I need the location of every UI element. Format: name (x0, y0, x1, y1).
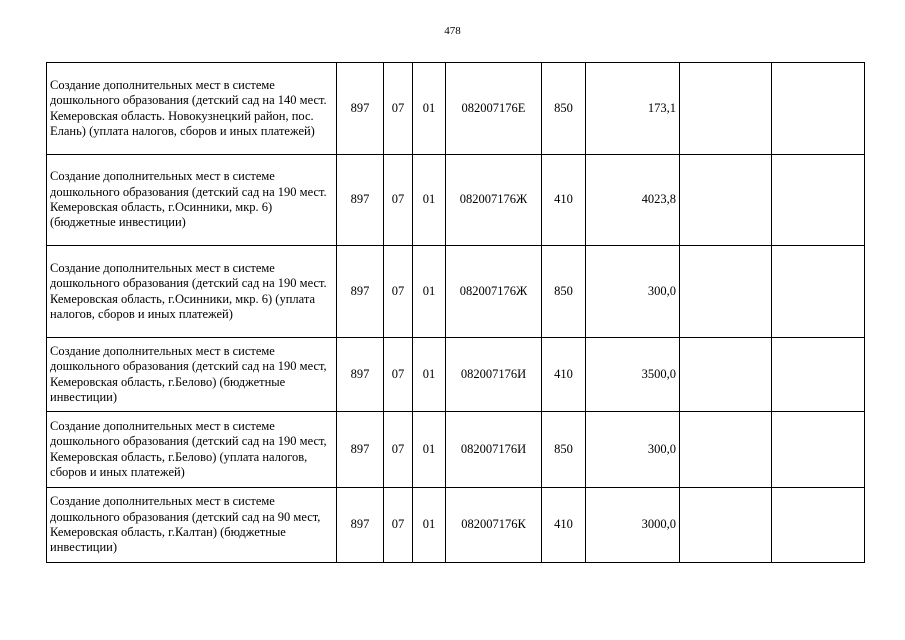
cell-expense-type: 850 (542, 246, 586, 338)
cell-amount: 4023,8 (586, 155, 680, 246)
cell-empty (772, 246, 865, 338)
cell-amount: 300,0 (586, 412, 680, 488)
cell-expense-type: 850 (542, 63, 586, 155)
cell-empty (772, 155, 865, 246)
cell-subsection: 01 (413, 412, 446, 488)
cell-ministry-code: 897 (337, 155, 384, 246)
table-row (47, 338, 865, 412)
budget-table (46, 62, 865, 563)
cell-empty (772, 412, 865, 488)
cell-target-code: 082007176И (446, 412, 542, 488)
row-description: Создание дополнительных мест в системе дошкольного образования (детский сад на 90 мест, Кемеровская область, г.Калтан) (бюджетные инвестиции) (47, 488, 337, 563)
cell-section: 07 (384, 63, 413, 155)
page-number: 478 (444, 25, 461, 37)
cell-empty (680, 412, 772, 488)
cell-ministry-code: 897 (337, 488, 384, 563)
cell-subsection: 01 (413, 155, 446, 246)
cell-empty (772, 63, 865, 155)
row-description: Создание дополнительных мест в системе дошкольного образования (детский сад на 190 мест. Кемеровская область, г.Осинники, мкр. 6) (уплата налогов, сборов и иных платежей) (47, 246, 337, 338)
cell-section: 07 (384, 246, 413, 338)
table-row (47, 246, 865, 338)
cell-subsection: 01 (413, 63, 446, 155)
cell-ministry-code: 897 (337, 63, 384, 155)
cell-expense-type: 410 (542, 488, 586, 563)
cell-target-code: 082007176Ж (446, 155, 542, 246)
cell-empty (772, 338, 865, 412)
cell-target-code: 082007176Ж (446, 246, 542, 338)
cell-amount: 173,1 (586, 63, 680, 155)
cell-amount: 3000,0 (586, 488, 680, 563)
cell-section: 07 (384, 488, 413, 563)
cell-empty (680, 338, 772, 412)
table-row (47, 488, 865, 563)
cell-empty (772, 488, 865, 563)
cell-expense-type: 410 (542, 155, 586, 246)
cell-target-code: 082007176И (446, 338, 542, 412)
cell-empty (680, 63, 772, 155)
cell-section: 07 (384, 155, 413, 246)
cell-section: 07 (384, 412, 413, 488)
table-row (47, 63, 865, 155)
row-description: Создание дополнительных мест в системе дошкольного образования (детский сад на 190 мест. Кемеровская область, г.Осинники, мкр. 6) (бюджетные инвестиции) (47, 155, 337, 246)
cell-empty (680, 155, 772, 246)
cell-ministry-code: 897 (337, 412, 384, 488)
row-description: Создание дополнительных мест в системе дошкольного образования (детский сад на 190 мест, Кемеровская область, г.Белово) (бюджетные инвестиции) (47, 338, 337, 412)
table-row (47, 412, 865, 488)
cell-amount: 3500,0 (586, 338, 680, 412)
row-description: Создание дополнительных мест в системе дошкольного образования (детский сад на 190 мест, Кемеровская область, г.Белово) (уплата налогов, сборов и иных платежей) (47, 412, 337, 488)
table-row (47, 155, 865, 246)
cell-amount: 300,0 (586, 246, 680, 338)
cell-section: 07 (384, 338, 413, 412)
row-description: Создание дополнительных мест в системе дошкольного образования (детский сад на 140 мест. Кемеровская область. Новокузнецкий район, пос. Елань) (уплата налогов, сборов и иных платежей) (47, 63, 337, 155)
cell-subsection: 01 (413, 246, 446, 338)
cell-target-code: 082007176К (446, 488, 542, 563)
cell-ministry-code: 897 (337, 338, 384, 412)
cell-ministry-code: 897 (337, 246, 384, 338)
cell-empty (680, 488, 772, 563)
cell-empty (680, 246, 772, 338)
cell-subsection: 01 (413, 488, 446, 563)
cell-expense-type: 850 (542, 412, 586, 488)
cell-target-code: 082007176Е (446, 63, 542, 155)
cell-subsection: 01 (413, 338, 446, 412)
cell-expense-type: 410 (542, 338, 586, 412)
